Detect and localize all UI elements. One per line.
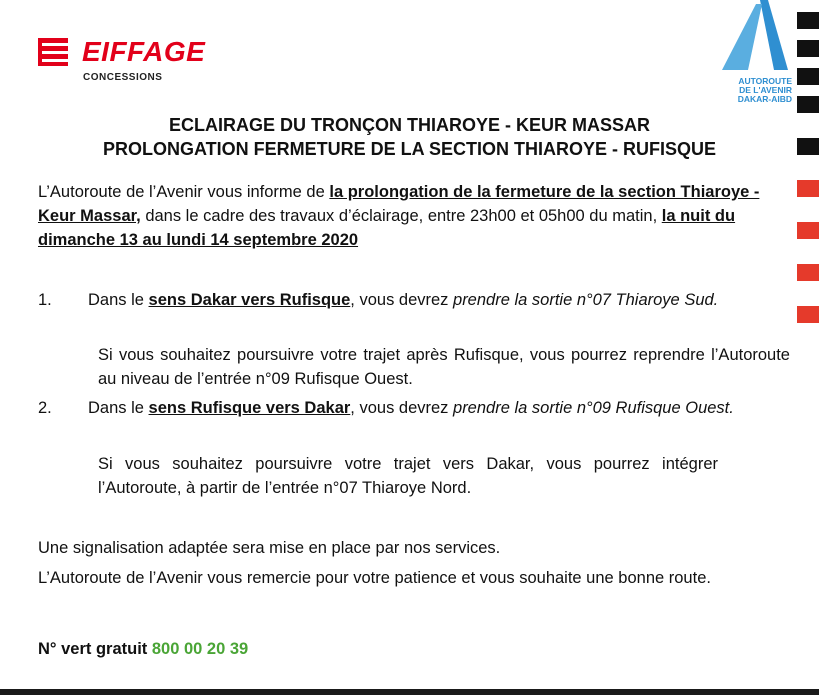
item-mid: , vous devrez [350, 399, 454, 417]
autoroute-avenir-wordmark [712, 77, 792, 104]
strip-block [797, 222, 819, 239]
strip-block [797, 306, 819, 323]
thanks-paragraph: L’Autoroute de l’Avenir vous remercie pour votre patience et vous souhaite une bonne route. [38, 569, 711, 587]
ada-line-2: DE L'AVENIR [739, 85, 792, 95]
road-perspective-icon [718, 0, 788, 72]
item-mid: , vous devrez [350, 291, 454, 309]
strip-block [797, 96, 819, 113]
strip-block [797, 68, 819, 85]
strip-block [797, 40, 819, 57]
autoroute-avenir-logo [712, 0, 792, 112]
intro-text-a: L’Autoroute de l’Avenir vous informe de [38, 183, 330, 201]
contact-label: N° vert gratuit [38, 640, 152, 658]
list-number: 1. [38, 291, 52, 309]
contact-number: 800 00 20 39 [151, 640, 249, 658]
item-exit: prendre la sortie n°09 Rufisque Ouest. [453, 399, 734, 417]
list-number: 2. [38, 399, 52, 417]
intro-emphasis-closure: la prolongation de la fermeture de la section Thiaroye - Keur Massar, [38, 183, 760, 225]
item-direction: sens Rufisque vers Dakar [148, 399, 351, 417]
intro-text-c: dans le cadre des travaux d’éclairage, entre 23h00 et 05h00 du matin, [140, 207, 662, 225]
list-item [88, 288, 790, 312]
eiffage-logo [38, 36, 218, 86]
strip-block [797, 12, 819, 29]
contact-line [38, 637, 798, 661]
list-item-note: Si vous souhaitez poursuivre votre trajet vers Dakar, vous pourrez intégrer l’Autoroute, à partir de l’entrée n°07 Thiaroye Nord. [98, 455, 718, 497]
intro-emphasis-date: la nuit du dimanche 13 au lundi 14 septembre 2020 [38, 207, 736, 249]
eiffage-wordmark: EIFFAGE [82, 36, 206, 67]
strip-block [797, 180, 819, 197]
strip-block [797, 264, 819, 281]
item-pre: Dans le [88, 399, 149, 417]
page-subtitle: PROLONGATION FERMETURE DE LA SECTION THIAROYE - RUFISQUE [102, 139, 716, 159]
bottom-border [0, 689, 819, 695]
ada-line-3: DAKAR-AIBD [737, 94, 792, 104]
eiffage-mark-icon [38, 38, 72, 66]
list-item [88, 396, 790, 420]
side-decor-strip [797, 10, 819, 340]
item-exit: prendre la sortie n°07 Thiaroye Sud. [453, 291, 719, 309]
ada-line-1: AUTOROUTE [738, 76, 792, 86]
item-direction: sens Dakar vers Rufisque [148, 291, 351, 309]
eiffage-subtitle: CONCESSIONS [83, 72, 163, 83]
intro-paragraph [38, 180, 798, 252]
item-pre: Dans le [88, 291, 149, 309]
page-title: ECLAIRAGE DU TRONÇON THIAROYE - KEUR MASSAR [168, 115, 650, 135]
list-item-note: Si vous souhaitez poursuivre votre trajet après Rufisque, vous pourrez reprendre l’Autoroute au niveau de l’entrée n°09 Rufisque Ouest. [98, 346, 790, 388]
signal-paragraph: Une signalisation adaptée sera mise en place par nos services. [38, 539, 501, 557]
